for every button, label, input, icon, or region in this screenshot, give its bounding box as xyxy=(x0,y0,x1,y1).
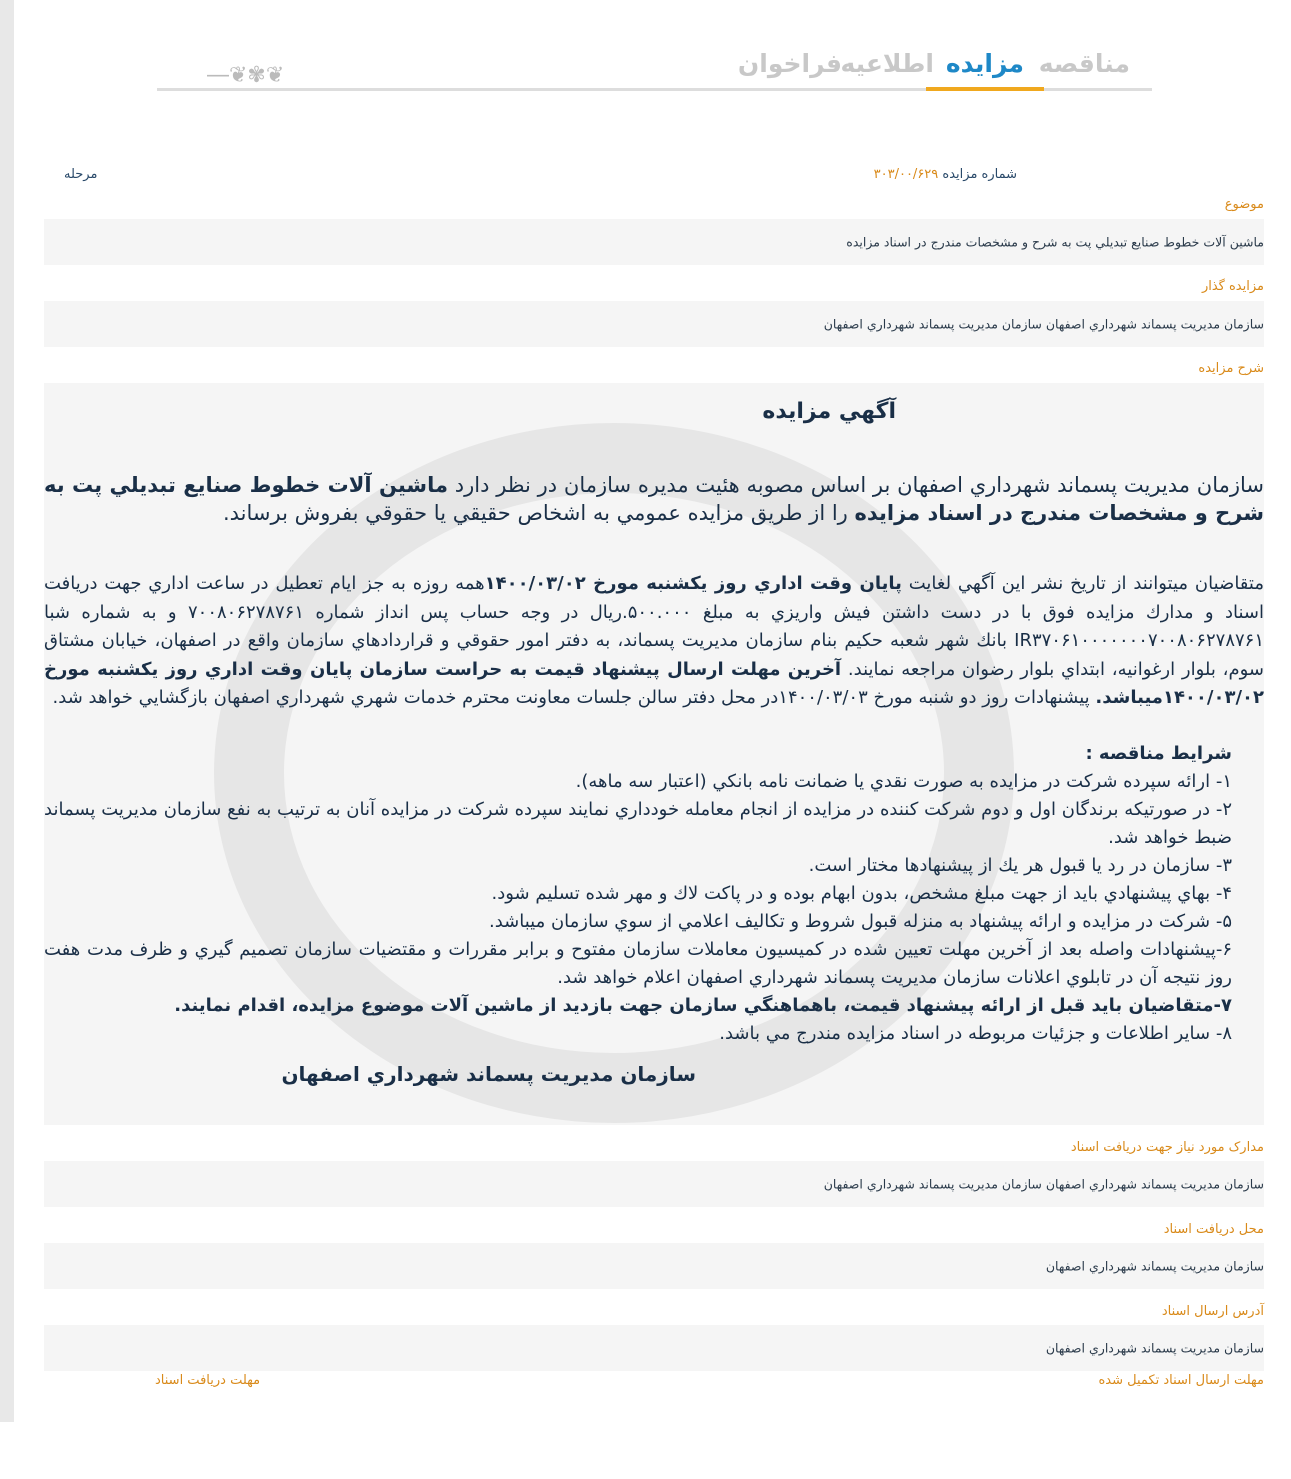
docs-location-box xyxy=(44,1243,1264,1289)
text: همه روزه به جز ايام تعطيل در ساعت اداري جهت دريافت اسناد و مدارك مزايده فوق با در دست داشتن فيش واريزي به مبلغ ۵۰۰.۰۰۰.ريال در وجه حساب پس انداز شماره ۷۰۰۸۰۶۲۷۸۷۶۱ و به شماره شبا IR۳۷۰۶۱۰۰۰۰۰۰۰۷۰۰۸۰۶۲۷۸۷۶۱ بانك شهر شعبه حكيم بنام سازمان مديريت پسماند، به دفتر امور حقوقي و قراردادهاي سازمان واقع در اصفهان، خيابان مشتاق سوم، بلوار ارغوانيه، ابتداي بلوار رضوان مراجعه نمايند. xyxy=(44,573,1264,680)
text: متقاضيان ميتوانند از تاريخ نشر اين آگهي لغايت xyxy=(901,573,1264,594)
text: پيشنهادات روز دو شنبه مورخ ۱۴۰۰/۰۳/۰۳در محل دفتر سالن جلسات معاونت محترم خدمات شهري شهرداري اصفهان بازگشايي خواهد شد. xyxy=(52,687,1096,708)
text-bold: آخرين مهلت ارسال پيشنهاد قيمت به حراست سازمان پايان وقت اداري روز يكشنبه مورخ ۱۴۰۰/۰۳/۰۲ميباشد. xyxy=(44,658,1264,708)
tab-call[interactable]: فراخوان xyxy=(737,49,842,78)
signature: سازمان مديريت پسماند شهرداري اصفهان xyxy=(281,1062,696,1086)
subject-box xyxy=(44,219,1264,265)
required-docs-box xyxy=(44,1161,1264,1207)
auctioneer-label: مزايده گذار xyxy=(1201,279,1264,294)
tab-auction[interactable]: مزایده xyxy=(945,49,1024,78)
text: سازمان مديريت پسماند شهرداري اصفهان بر اساس مصوبه هئيت مديره سازمان در نظر دارد xyxy=(447,473,1264,497)
left-scroll-strip xyxy=(0,0,14,1422)
required-docs-value: سازمان مديريت پسماند شهرداري اصفهان سازمان مديريت پسماند شهرداري اصفهان xyxy=(823,1176,1264,1192)
send-address-box xyxy=(44,1325,1264,1371)
auctioneer-box xyxy=(44,301,1264,347)
conditions-title: شرايط مناقصه : xyxy=(1085,743,1232,764)
condition-item: ۱- ارائه سپرده شركت در مزايده به صورت نقدي يا ضمانت نامه بانكي (اعتبار سه ماهه). xyxy=(575,771,1232,792)
description-label: شرح مزايده xyxy=(1198,361,1264,376)
subject-value: ماشين آلات خطوط صنايع تبديلي پت به شرح و مشخصات مندرج در اسناد مزايده xyxy=(846,234,1264,250)
condition-item: ۳- سازمان در رد يا قبول هر يك از پيشنهادها مختار است. xyxy=(808,855,1232,876)
receive-deadline-label: مهلت دریافت اسناد xyxy=(155,1373,261,1388)
auctioneer-value: سازمان مديريت پسماند شهرداري اصفهان سازمان مديريت پسماند شهرداري اصفهان xyxy=(823,316,1264,332)
docs-location-value: سازمان مديريت پسماند شهرداري اصفهان xyxy=(1045,1258,1264,1274)
stage-label: مرحله xyxy=(64,167,98,182)
tab-announcement[interactable]: اطلاعیه xyxy=(840,49,934,78)
condition-item: ۵- شركت در مزايده و ارائه پيشنهاد به منزله قبول شروط و تكاليف اعلامي از سوي سازمان ميباشد. xyxy=(488,911,1232,932)
condition-item: ۸- ساير اطلاعات و جزئيات مربوطه در اسناد مزايده مندرج مي باشد. xyxy=(719,1023,1232,1044)
conditions-list xyxy=(44,740,1232,1048)
condition-item: ۲- در صورتيكه برندگان اول و دوم شركت كننده در مزايده از انجام معامله خودداري نمايند سپرده شركت در مزايده آنان به ترتيب به نفع سازمان مديريت پسماند ضبط خواهد شد. xyxy=(44,799,1232,848)
auction-number-label: شماره مزایده xyxy=(942,167,1017,182)
description-box xyxy=(44,383,1264,1125)
send-address-label: آدرس ارسال اسناد xyxy=(1161,1304,1264,1319)
text: را از طريق مزايده عمومي به اشخاص حقيقي يا حقوقي بفروش برساند. xyxy=(222,501,855,525)
text-bold: ماشين آلات خطوط صنايع تبديلي پت به شرح و مشخصات مندرج در اسناد مزايده xyxy=(44,473,1264,525)
docs-location-label: محل دريافت اسناد xyxy=(1163,1222,1264,1237)
send-address-value: سازمان مديريت پسماند شهرداري اصفهان xyxy=(1045,1340,1264,1356)
subject-label: موضوع xyxy=(1224,197,1264,212)
auction-number-value: ۳۰۳/۰۰/۶۲۹ xyxy=(873,167,939,182)
condition-item: ۴- بهاي پيشنهادي بايد از جهت مبلغ مشخص، بدون ابهام بوده و در پاكت لاك و مهر شده تسليم شود. xyxy=(491,883,1232,904)
condition-item: ۷-متقاضيان بايد قبل از ارائه پيشنهاد قيمت، باهماهنگي سازمان جهت بازديد از ماشين آلات موضوع مزايده، اقدام نمايند. xyxy=(174,995,1232,1016)
auction-number xyxy=(874,167,1017,182)
notice-paragraph-1 xyxy=(44,471,1264,527)
condition-item: ۶-پيشنهادات واصله بعد از آخرين مهلت تعيين شده در كميسيون معاملات سازمان مفتوح و برابر مقررات و مقتضيات سازمان تصميم گيري و ظرف مدت هفت روز نتيجه آن در تابلوي اعلانات سازمان مديريت پسماند شهرداري اصفهان اعلام خواهد شد. xyxy=(44,939,1232,988)
notice-title: آگهي مزايده xyxy=(762,399,896,424)
submit-deadline-label: مهلت ارسال اسناد تکمیل شده xyxy=(1098,1373,1264,1388)
text-bold: پايان وقت اداري روز يكشنبه مورخ ۱۴۰۰/۰۳/۰۲ xyxy=(484,573,902,594)
notice-paragraph-2 xyxy=(44,570,1264,713)
tab-tender[interactable]: مناقصه xyxy=(1038,49,1130,78)
ornament-icon: ―❦✾❦ xyxy=(207,63,285,88)
required-docs-label: مدارک مورد نیاز جهت دریافت اسناد xyxy=(1070,1140,1264,1155)
category-tabs xyxy=(157,45,1152,93)
